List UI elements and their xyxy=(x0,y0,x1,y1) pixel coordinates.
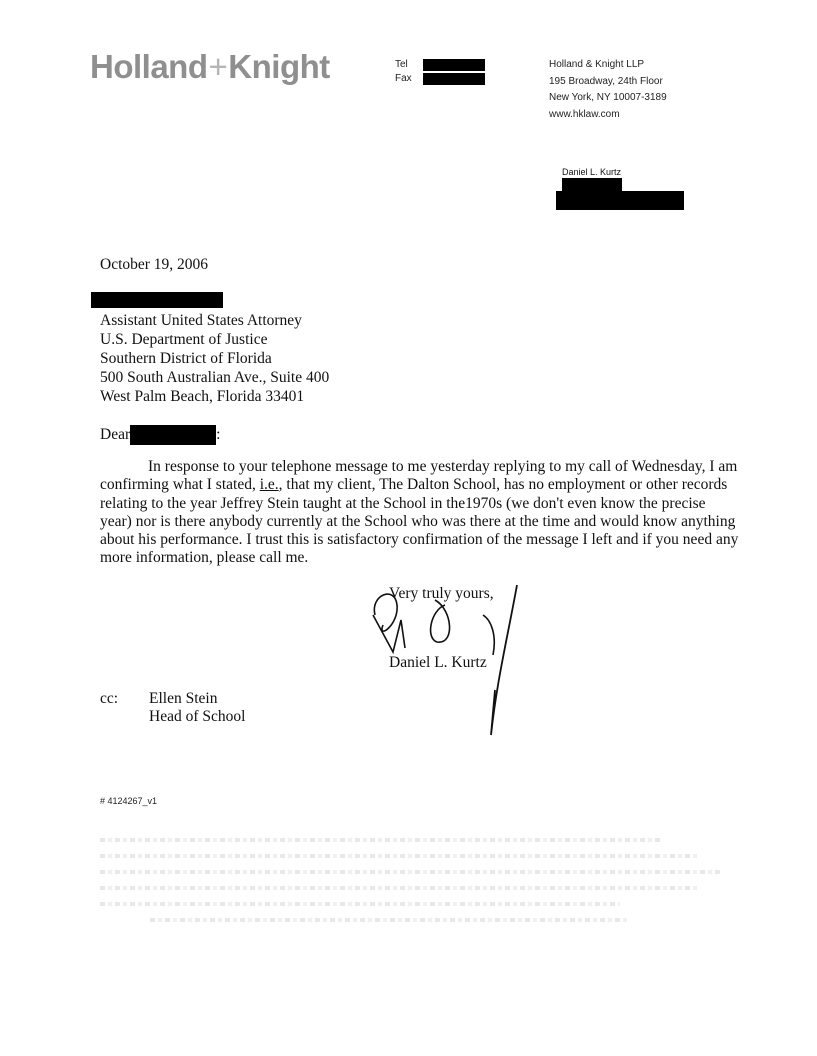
body-text-part1: In response to your telephone message to me yesterday replying to my call of Wednesday, I am confirming what I stated, xyxy=(100,458,738,494)
sender-email-redaction xyxy=(556,191,684,210)
logo-text-holland: Holland xyxy=(90,48,208,85)
sender-phone-redaction xyxy=(562,178,622,192)
document-id: # 4124267_v1 xyxy=(100,796,158,806)
address-line: 195 Broadway, 24th Floor xyxy=(549,75,663,87)
recipient-line: Assistant United States Attorney xyxy=(100,312,302,329)
salutation-dear: Dear xyxy=(100,426,131,443)
salutation xyxy=(100,425,220,445)
website-link[interactable]: www.hklaw.com xyxy=(549,108,620,120)
letter-date: October 19, 2006 xyxy=(100,256,209,273)
sender-block xyxy=(562,167,621,177)
address-line: Holland & Knight LLP xyxy=(549,59,645,70)
recipient-address xyxy=(100,311,329,406)
salutation-name-redaction xyxy=(130,425,216,445)
signer-name: Daniel L. Kurtz xyxy=(389,654,487,671)
logo-plus: + xyxy=(208,48,228,85)
recipient-name-redaction xyxy=(91,292,223,308)
salutation-colon: : xyxy=(216,426,221,443)
body-text-ie: i.e. xyxy=(259,476,279,494)
address-line: New York, NY 10007-3189 xyxy=(549,92,667,103)
cc-label: cc: xyxy=(100,690,119,707)
bleed-through-text xyxy=(100,838,740,934)
logo-text-knight: Knight xyxy=(228,48,330,85)
cc-block xyxy=(100,690,245,726)
fax-label: Fax xyxy=(395,73,412,84)
cc-line: Ellen Stein xyxy=(149,690,218,707)
recipient-line: West Palm Beach, Florida 33401 xyxy=(100,388,305,405)
recipient-line: 500 South Australian Ave., Suite 400 xyxy=(100,369,330,386)
recipient-line: U.S. Department of Justice xyxy=(100,331,268,348)
fax-redaction xyxy=(423,73,485,85)
body-text-part2: , that my client, The Dalton School, has no employment or other records relating to the year Jeffrey Stein taught at the School in the1970s (we don't even know the precise year) nor is there anybody currently at the School who was there at the time and would know anything about his performance. I trust this is satisfactory confirmation of the message I left and if you need any more information, please call me. xyxy=(100,476,739,567)
tel-redaction xyxy=(423,59,485,71)
company-logo xyxy=(90,48,330,86)
firm-address xyxy=(549,57,667,123)
cc-line: Head of School xyxy=(149,708,246,725)
contact-numbers xyxy=(395,58,485,86)
tel-label: Tel xyxy=(395,59,408,70)
fax-row xyxy=(395,72,485,86)
letter-body xyxy=(100,458,740,568)
closing: Very truly yours, xyxy=(389,585,494,602)
sender-name: Daniel L. Kurtz xyxy=(562,167,622,177)
recipient-line: Southern District of Florida xyxy=(100,350,272,367)
tel-row xyxy=(395,58,485,72)
cc-recipients xyxy=(149,690,245,726)
body-paragraph xyxy=(100,458,740,568)
